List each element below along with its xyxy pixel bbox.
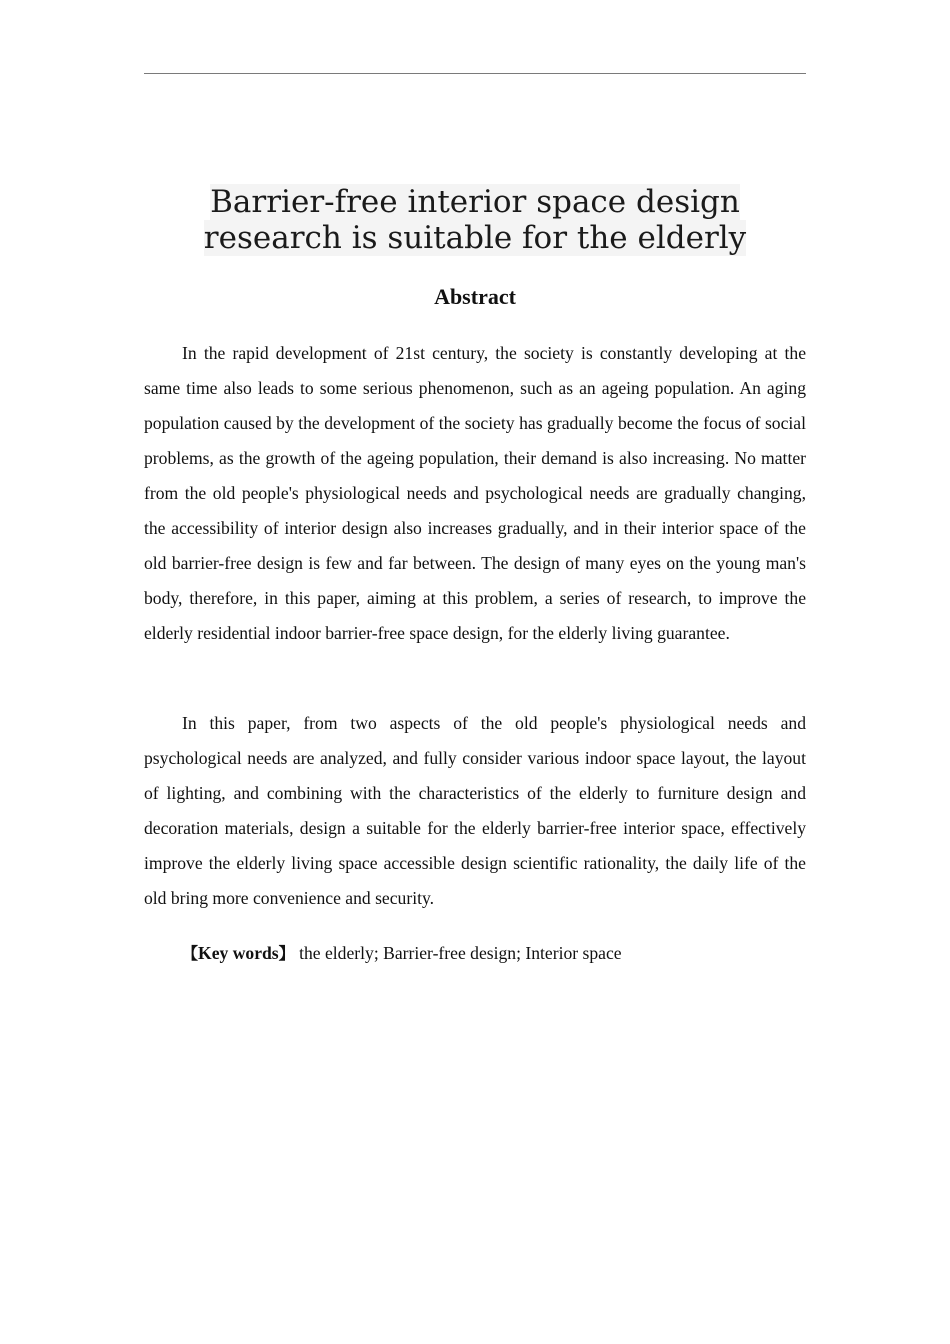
abstract-heading: Abstract xyxy=(434,284,516,309)
keywords-open-bracket: 【 xyxy=(182,944,199,963)
keywords-label: Key words xyxy=(198,943,279,963)
header-rule xyxy=(144,73,806,74)
keywords-close-bracket: 】 xyxy=(278,944,295,963)
page-title-text: Barrier-free interior space design research is suitable for the elderly xyxy=(203,184,747,256)
page-title xyxy=(144,184,806,256)
keywords-line xyxy=(144,936,806,971)
keywords-value: the elderly; Barrier-free design; Interior space xyxy=(299,943,622,963)
abstract-paragraph-1: In the rapid development of 21st century, the society is constantly developing at the same time also leads to some serious phenomenon, such as an ageing population. An aging population caused by the development of the society has gradually become the focus of social problems, as the growth of the ageing population, their demand is also increasing. No matter from the old people's physiological needs and psychological needs are gradually changing, the accessibility of interior design also increases gradually, and in their interior space of the old barrier-free design is few and far between. The design of many eyes on the young man's body, therefore, in this paper, aiming at this problem, a series of research, to improve the elderly residential indoor barrier-free space design, for the elderly living guarantee. xyxy=(144,343,806,643)
abstract-paragraph-2: In this paper, from two aspects of the old people's physiological needs and psychological needs are analyzed, and fully consider various indoor space layout, the layout of lighting, and combining with the characteristics of the elderly to furniture design and decoration materials, design a suitable for the elderly barrier-free interior space, effectively improve the elderly living space accessible design scientific rationality, the daily life of the old bring more convenience and security. xyxy=(144,713,806,908)
